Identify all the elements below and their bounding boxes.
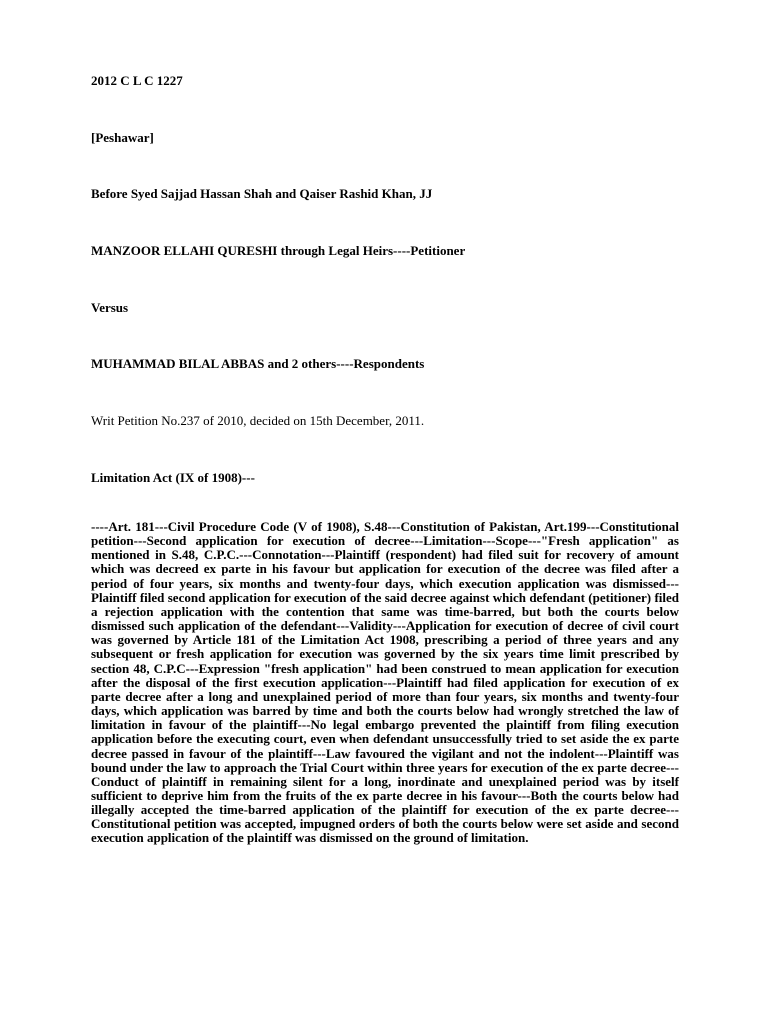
statute-heading: Limitation Act (IX of 1908)--- xyxy=(91,470,255,485)
court-name: [Peshawar] xyxy=(91,130,154,145)
versus: Versus xyxy=(91,300,129,315)
respondents: MUHAMMAD BILAL ABBAS and 2 others----Respondents xyxy=(91,356,425,371)
citation: 2012 C L C 1227 xyxy=(91,73,183,88)
petitioner: MANZOOR ELLAHI QURESHI through Legal Heirs----Petitioner xyxy=(91,243,466,258)
headnote-paragraph: ----Art. 181---Civil Procedure Code (V of 1908), S.48---Constitution of Pakistan, Art.199---Constitutional petition---Second application for execution of decree---Limitation---Scope---"Fresh application" as mentioned in S.48, C.P.C.---Connotation---Plaintiff (respondent) had filed suit for recovery of amount which was decreed ex parte in his favour but application for execution of the decree was filed after a period of four years, six months and twenty-four days, which execution application was dismissed---Plaintiff filed second application for execution of the said decree against which defendant (petitioner) filed a rejection application with the contention that same was time-barred, but both the courts below dismissed such application of the defendant---Validity---Application for execution of decree of civil court was governed by Article 181 of the Limitation Act 1908, prescribing a period of three years and any subsequent or fresh application for execution was governed by the six years time limit prescribed by section 48, C.P.C---Expression "fresh application" had been construed to mean application for execution after the disposal of the first execution application---Plaintiff had filed application for execution of ex parte decree after a long and unexplained period of more than four years, six months and twenty-four days, which application was barred by time and both the courts below had wrongly stretched the law of limitation in favour of the plaintiff---No legal embargo prevented the plaintiff from filing execution application before the executing court, even when defendant unsuccessfully tried to set aside the ex parte decree passed in favour of the plaintiff---Law favoured the vigilant and not the indolent---Plaintiff was bound under the law to approach the Trial Court within three years for execution of the ex parte decree---Conduct of plaintiff in remaining silent for a long, inordinate and unexplained period was by itself sufficient to deprive him from the fruits of the ex parte decree in his favour---Both the courts below had illegally accepted the time-barred application of the plaintiff for execution of the ex parte decree---Constitutional petition was accepted, impugned orders of both the courts below were set aside and second execution application of the plaintiff was dismissed on the ground of limitation. xyxy=(91,519,679,846)
case-info: Writ Petition No.237 of 2010, decided on 15th December, 2011. xyxy=(91,413,425,428)
bench: Before Syed Sajjad Hassan Shah and Qaiser Rashid Khan, JJ xyxy=(91,186,433,201)
